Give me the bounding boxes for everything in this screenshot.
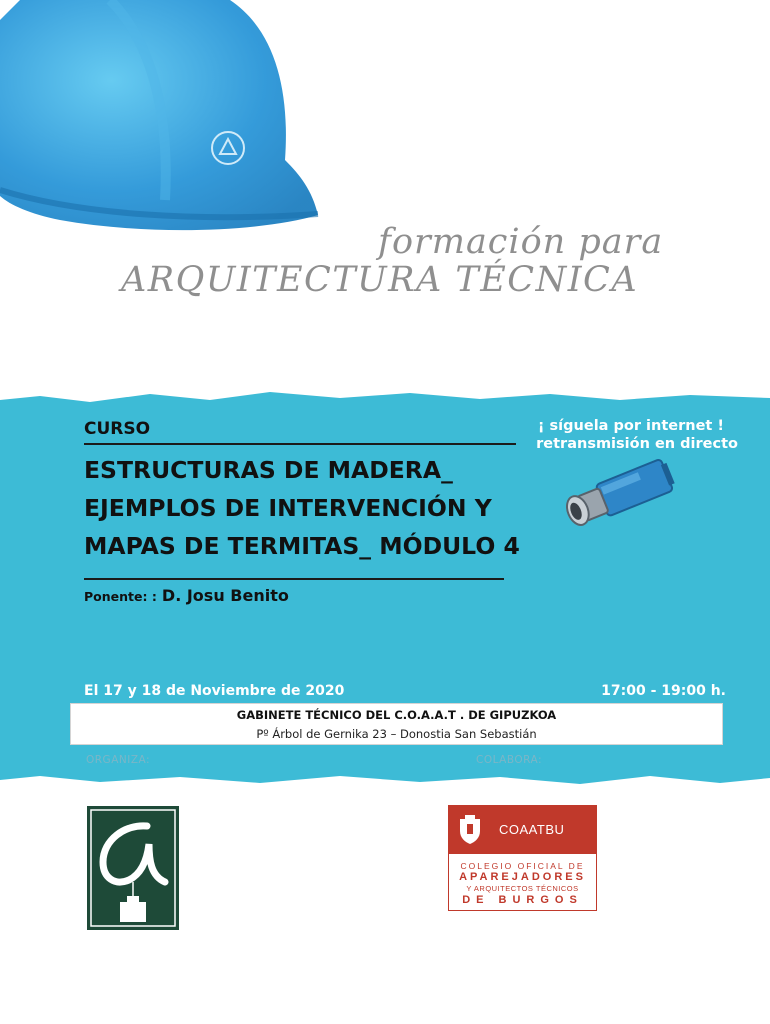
course-title-line-3: MAPAS DE TERMITAS_ MÓDULO 4 — [84, 532, 520, 560]
divider-line — [84, 578, 504, 580]
organizer-logo — [87, 806, 179, 930]
header-line-2: ARQUITECTURA TÉCNICA — [121, 260, 639, 300]
speaker-name: D. Josu Benito — [161, 586, 289, 605]
divider-line — [84, 443, 516, 445]
speaker-label: Ponente: : — [84, 589, 157, 604]
logo-text-line-4: DE BURGOS — [462, 894, 583, 906]
course-label: CURSO — [84, 419, 151, 439]
course-time: 17:00 - 19:00 h. — [601, 683, 726, 699]
venue-address: Pº Árbol de Gernika 23 – Donostia San Sebastián — [256, 727, 537, 741]
logo-text-line-3: Y ARQUITECTOS TÉCNICOS — [466, 884, 579, 893]
logo-header-bar — [449, 806, 596, 854]
collaborator-logo — [448, 805, 597, 911]
shield-icon — [457, 815, 483, 845]
course-title-line-1: ESTRUCTURAS DE MADERA_ — [84, 456, 453, 484]
course-dates: El 17 y 18 de Noviembre de 2020 — [84, 683, 345, 699]
logo-text-line-2: APAREJADORES — [459, 871, 586, 883]
course-title-line-2: EJEMPLOS DE INTERVENCIÓN Y — [84, 494, 492, 522]
stream-promo-line-1: ¡ síguela por internet ! — [537, 418, 724, 434]
organizer-label: ORGANIZA: — [86, 754, 151, 766]
camera-icon — [558, 452, 686, 542]
logo-text-line-1: COLEGIO OFICIAL DE — [460, 861, 585, 871]
collaborator-label: COLABORA: — [476, 754, 543, 766]
stream-promo-line-2: retransmisión en directo — [536, 436, 738, 452]
venue-name: GABINETE TÉCNICO DEL C.O.A.A.T . DE GIPUZKOA — [236, 708, 557, 722]
venue-box — [70, 703, 723, 745]
speaker-row — [84, 586, 289, 605]
hard-hat-illustration — [0, 0, 330, 240]
logo-name: COAATBU — [499, 822, 565, 837]
header-line-1: formación para — [378, 222, 664, 262]
